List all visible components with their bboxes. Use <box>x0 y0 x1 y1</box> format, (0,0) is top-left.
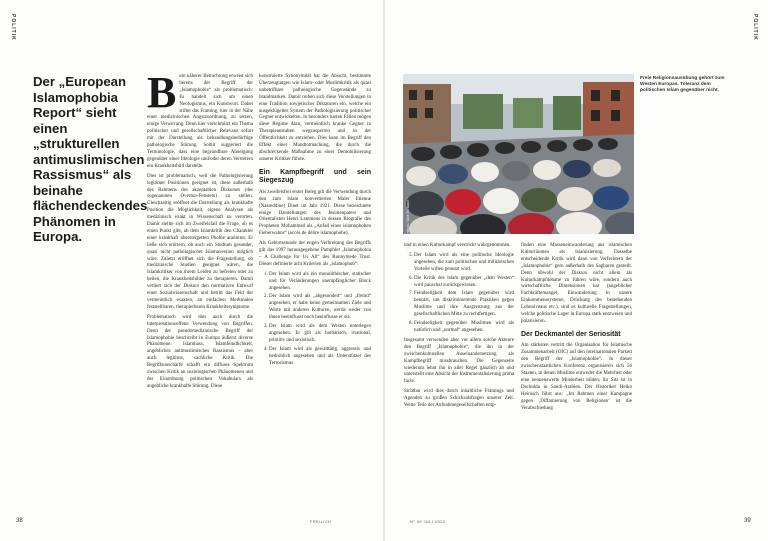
photo-caption: Freie Religionsausübung gehört zum Westen Europas. Toleranz dem politischen Islam gegenüber nicht. <box>640 76 725 93</box>
article-column-3 <box>404 243 514 413</box>
footer-publication: FREILICH <box>310 520 332 524</box>
list-item: 5. Der Islam wird als eine politische Ideologie angesehen, die zum politischen und militärischen Vorteile willen genutzt wird. <box>414 253 514 274</box>
list-item: 3. Der Islam wird als dem Westen unterlegen angesehen. Er gilt als barbarisch, irrational, primitiv und sexistisch. <box>269 324 371 345</box>
section-label-left: POLITIK <box>10 14 16 41</box>
prayer-photo <box>403 74 634 234</box>
list-item: 6. Die Kritik des Islam gegenüber „dem Westen“ wird pauschal zurückgewiesen. <box>414 276 514 290</box>
article-column-1 <box>147 68 253 394</box>
list-item: 1. Der Islam wird als ein monolithischer, statischer und für Veränderungen unempfänglicher Block angesehen. <box>269 272 371 293</box>
list-item: 4. Der Islam wird als gewalttätig, aggressiv und bedrohlich angesehen und als Unterstützer des Terrorismus <box>269 347 371 368</box>
criteria-list <box>259 272 371 368</box>
paragraph: finden eine Masseneinwanderung aus islamischen Kulturräumen als Islamisierung. Dasselbe entscheidende Kritik wird dann von Verfechtern der „Islamophobie“ gern außerhalb des Sagbaren gestellt. Denn obwohl der Diskurs nicht allein als Kulturkampfdebatte zu führen wäre, sondern auch wirtschaftliche Dimensionen hat (angeblicher Fachkräftemangel, Einwanderung in unsere Einkommenssysteme, Drückung des bestehenden Lohnniveaus etc.), sind es kulturelle Fragestellungen, welche politische Lager in Europa stark entzweien und polarisieren. <box>521 243 632 324</box>
paragraph: Als zweifelsfrei erster Beleg gilt die Verwendung durch den zum Islam konvertierten Maler Etienne (Nasreddine) Dinet im Jahr 1921. Diese bezeichnete einige Darstellungen des Jesuitenpaters und Orientalisten Henri Lammens in dessen Biografie des Propheten Mohammed als „Anfall eines islamophoben Fieberwahns“ (accès de délire islamophobe). <box>259 189 371 237</box>
paragraph: ein näherer Betrachtung erweist sich bereits der Begriff der „Islamophobie“ als problematisch: Es handelt sich um einen Neologismus, ein Kunstwort. Dabei stiftet das Framing, hier in der Nähe einer medizinischen Angstzuordnung, zu setzen, einige Verwirrung. Denn hier verschmilzt ein Thema politischer und gesellschaftlicher Relevanz sofort mit der Darstellung als behandlungsbedürftige pathologische Störung. Somit suggeriert die Terminologie, dass eine begründbare Abneigung gegenüber einer Ideologie und/oder deren Vertretern ein Krankheitsbild darstelle. <box>147 74 253 169</box>
paragraph: Sichtbar wird dies durch inhaltliche Framings und Agenden zu großen Schicksalsfragen unserer Zeit. Weite Teile der Aufnahmegesellschaften emp- <box>404 389 514 409</box>
subheading: Der Deckmantel der Seriosität <box>521 330 621 338</box>
drop-cap: B <box>147 68 177 117</box>
article-column-4 <box>521 243 632 415</box>
paragraph: konstruierte Synonymität hat die Absicht, bestimmte Überzeugungen wie Islam- oder Muslimkritik als quasi unbetrifbare pathologische Gegenstände zu brandmarken. Damit reihen sich diese Vorstellungen in eine Tradition sowjetischer Diktaturen ein, welche ein ausgeklügeltes System der Pathologisierung politischer Gegner entwickelten. In besonders harten Fällen mögen diese Regime dazu, vermeintlich kranke Gegner in Therapieanstalten wegzusperren und so der Öffentlichkeit zu entziehen. Dies kann im Begriff den Effekt einer Mundtotmachung, die durch die abschreckende Maßnahme zu einer Demobilisierung unserer Kritiker führte. <box>259 74 371 162</box>
list-item: 7. Feindseligkeit dem Islam gegenüber wird benutzt, um diskriminierende Praktiken gegen Muslime und ihre Ausgrenzung aus der gesellschaftlichen Mitte zu rechtfertigen. <box>414 291 514 319</box>
paragraph: und in einen Kulturkampf verstrickt wahrgenommen. <box>404 243 511 248</box>
section-label-right: POLITIK <box>752 14 758 41</box>
photo-illustration <box>403 74 634 234</box>
page-number-right: 39 <box>744 518 751 524</box>
footer-issue: N° 09 JULI 2020 <box>410 520 446 524</box>
photo-credit: Foto: Shutterstock / Uwe Schwarz <box>406 200 410 253</box>
pull-quote: Der „European Islamophobia Report“ sieht einen „strukturellen antimuslimischen Rassismus“ als beinahe flächendeckendes Phänomen in Europa. <box>33 74 148 244</box>
criteria-list-continued <box>404 253 514 335</box>
paragraph: Dies ist problematisch, weil die Pathologisierung legitimer Positionen geeignet ist, diese außerhalb des Rahmens des akzeptablen Diskurses (des sogenannten Overton-Fensters) zu stellen. Gleichzeitig eröffnet die Darstellung als krankhafte Position die Möglichkeit, eigene Analysen als medizinisch exakt in Wissenschaft zu verorten. Damit stellte sich im Zweifelsfall die Frage, ob es einen Punkt gibt, ab dem Islamkritik den Charakter einer krankhaft übersteigerten Phobie annimmt. Er ließe sich erörtern, ob auch ein Studium gesunder, quasi nicht pathologischer Islamaversion möglich wäre. Zuletzt eröffnet sich die Fragestellung, ob medizinische Studien geeignet wären, die Islamkritiker von ihrem Leiden zu befreien oder zu heilen, die Krankheitsbilder zu therapieren. Damit verliert sich der Diskurs den normativen Entwurf einer Sozialwissenschaft und betritt das Feld der vermeintlich exakten, an einfachen Merkmalen feststellbaren, therapierbaren Krankheitssymptome. <box>147 173 253 310</box>
page-number-left: 38 <box>16 518 23 524</box>
paragraph: Als Geburtsstunde der engen Verbreitung des Begriffs gilt das 1997 herausgegebene Pamphlet „Islamophobia – A Challenge for Us All“ des Runnymede Trust. Dieser definierte acht Kriterien als „islamophob“: <box>259 241 371 267</box>
list-item: 8. Feindseligkeit gegenüber Muslimen wird als natürlich und „normal“ angesehen. <box>414 321 514 335</box>
paragraph: Am stärksten vertritt die Organisation für Islamische Zusammenarbeit (OIC) auf den internationalen Parkett den Begriff der „Islamophobie“. In dieser zwischenstaatlichen Konferenz organisieren sich 56 Staaten, in denen Muslime entweder die Mehrheit oder eine nennenswerte Minderheit bilden; ihr Sitz ist in Dschidda in Saudi-Arabien. Der Historiker Heiko Heinisch führt aus: „Im Rahmen einer Kampagne gegen ‚Diffamierung von Religionen‘ ist die Verabschiedung <box>521 343 632 411</box>
paragraph: Insgesamt verwenden aber vor allem solche Akteure den Begriff „Islamophobie“, die ihn in der zwischenkulturellen Auseinandersetzung als Kampfbegriff missbrauchen. Die Gegenseite wiederum lehnt ihn in aller Regel gänzlich ab und unterstellt eine Absicht der Instrumentalisierung prima facie. <box>404 337 514 385</box>
subheading: Ein Kampfbegriff und sein Siegeszug <box>259 168 371 185</box>
list-item: 2. Der Islam wird als „abgesondert“ und „fremd“ angesehen, er habe keine gemeinsamen Ziele und Werte mit anderen Kulturen, werde weder von ihnen beeinflusst noch beeinflusse er sie. <box>269 294 371 322</box>
paragraph: Problematisch wird dies auch durch die interpretationsoffene Verwendung von Begriffen. Denn der pseudomedizinische Begriff der Islamophobie beschreibt in Europa äußerst diverse Phänomene: Islamhass, Islamfeindlichkeit, angebliches antimuslimisches Rassismus – aber auch legitime, sachliche Kritik. Die Begriffsunschärfe schafft ein diffuses Spektrum zwischen Kritik an soziologischen Phänomenen und der Einordnung politischen Vokabulars als angebliche krankhafte Störung. Diese <box>147 314 253 389</box>
gutter <box>383 0 385 541</box>
article-column-2 <box>259 74 371 371</box>
